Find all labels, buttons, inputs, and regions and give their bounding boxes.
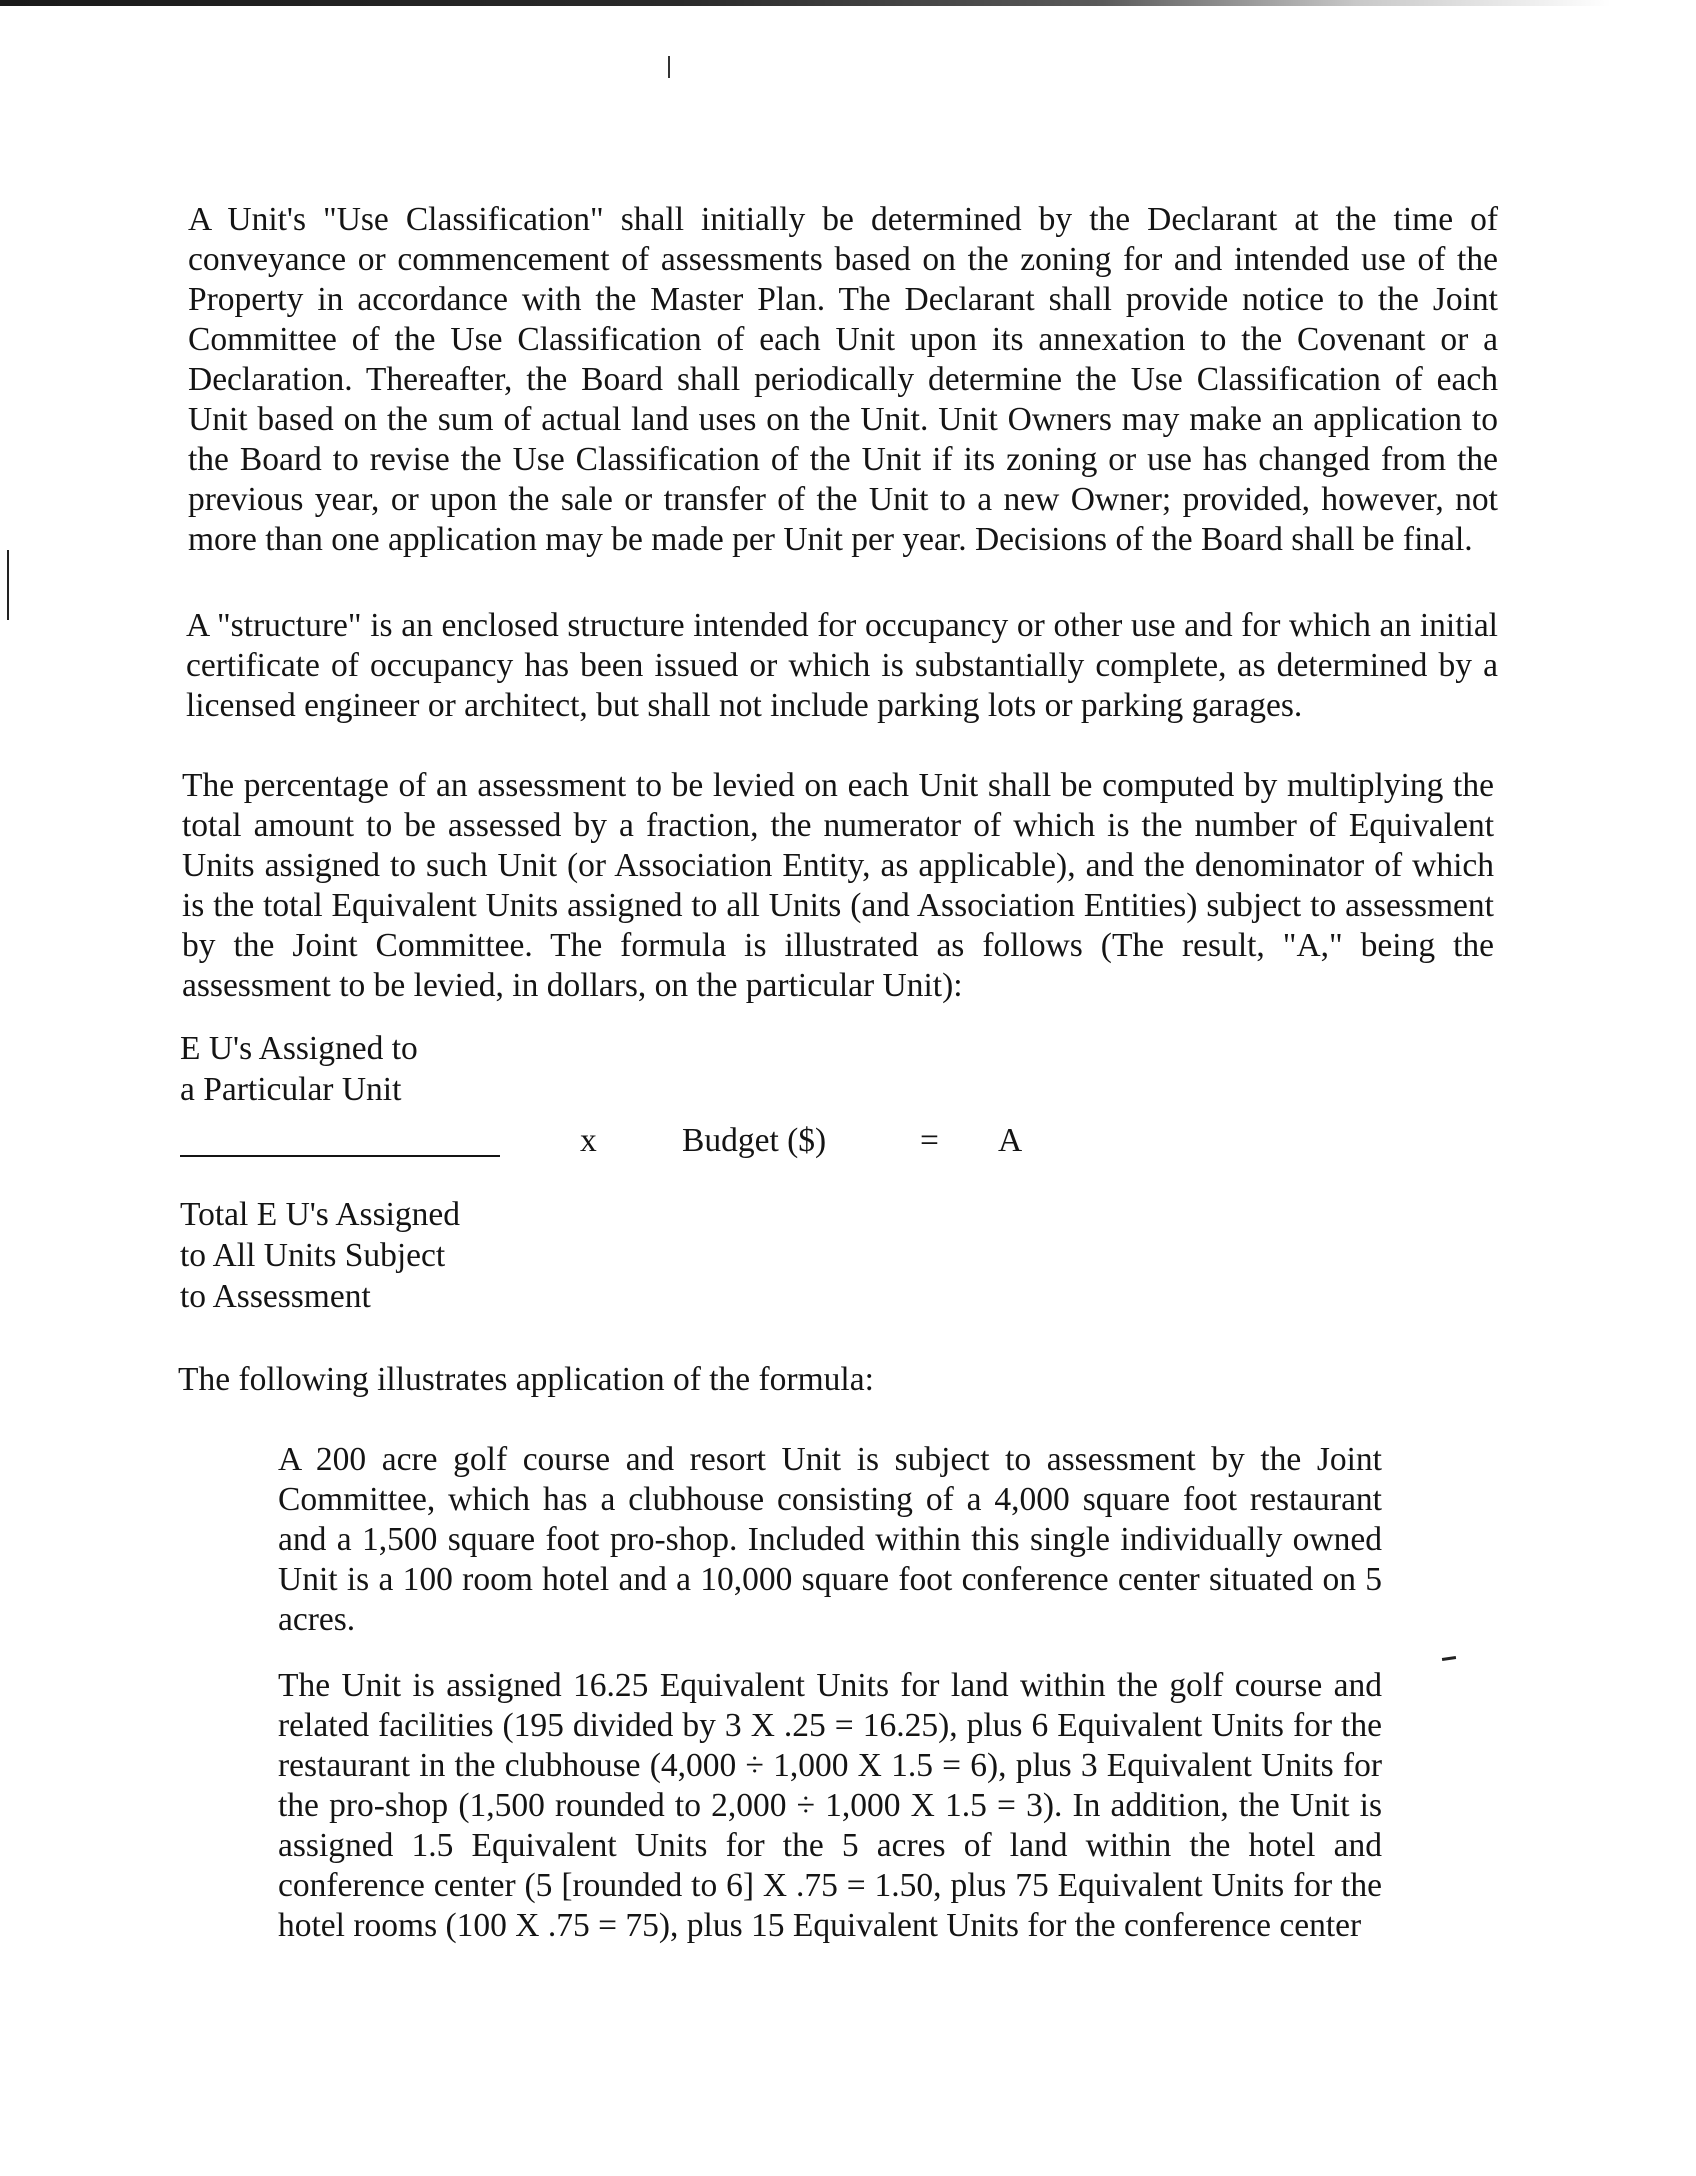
formula-numerator-line: a Particular Unit (180, 1071, 402, 1108)
scan-artifact-tick (668, 56, 670, 78)
formula-equals-operator: = (920, 1122, 939, 1159)
paragraph-use-classification: A Unit's "Use Classification" shall initially be determined by the Declarant at the time of conveyance or commencement of assessments based on the zoning for and intended use of the Property in accordance with the Master Plan. The Declarant shall provide notice to the Joint Committee of the Use Classification of each Unit upon its annexation to the Covenant or a Declaration. Thereafter, the Board shall periodically determine the Use Classification of each Unit based on the sum of actual land uses on the Unit. Unit Owners may make an application to the Board to revise the Use Classification of the Unit if its zoning or use has changed from the previous year, or upon the sale or transfer of the Unit to a new Owner; provided, however, not more than one application may be made per Unit per year. Decisions of the Board shall be final. (188, 201, 1498, 558)
paragraph-example-golf-course: A 200 acre golf course and resort Unit is subject to assessment by the Joint Committee, which has a clubhouse consisting of a 4,000 square foot restaurant and a 1,500 square foot pro-shop. Included within this single individually owned Unit is a 100 room hotel and a 10,000 square foot conference center situated on 5 acres. (278, 1441, 1382, 1638)
paragraph-illustration-intro: The following illustrates application of the formula: (178, 1361, 874, 1398)
formula-result-label: A (998, 1122, 1023, 1159)
paragraph-structure-definition: A "structure" is an enclosed structure intended for occupancy or other use and for which an initial certificate of occupancy has been issued or which is substantially complete, as determined by a licensed engineer or architect, but shall not include parking lots or parking garages. (186, 607, 1498, 724)
scan-artifact-left-mark (7, 550, 9, 620)
formula-numerator-line: E U's Assigned to (180, 1030, 418, 1067)
assessment-formula (178, 1028, 1178, 1368)
formula-numerator (180, 1028, 418, 1110)
formula-multiply-operator: x (580, 1122, 597, 1159)
paragraph-percentage-assessment: The percentage of an assessment to be levied on each Unit shall be computed by multiplying the total amount to be assessed by a fraction, the numerator of which is the number of Equivalent Units assigned to such Unit (or Association Entity, as applicable), and the denominator of which is the total Equivalent Units assigned to all Units (and Association Entities) subject to assessment by the Joint Committee. The formula is illustrated as follows (The result, "A," being the assessment to be levied, in dollars, on the particular Unit): (182, 767, 1494, 1004)
formula-denominator (180, 1194, 460, 1317)
formula-denominator-line: Total E U's Assigned (180, 1196, 461, 1233)
paragraph-example-calculation: The Unit is assigned 16.25 Equivalent Units for land within the golf course and related facilities (195 divided by 3 X .25 = 16.25), plus 6 Equivalent Units for the restaurant in the clubhouse (4,000 ÷ 1,000 X 1.5 = 6), plus 3 Equivalent Units for the pro-shop (1,500 rounded to 2,000 ÷ 1,000 X 1.5 = 3). In addition, the Unit is assigned 1.5 Equivalent Units for the 5 acres of land within the hotel and conference center (5 [rounded to 6] X .75 = 1.50, plus 75 Equivalent Units for the hotel rooms (100 X .75 = 75), plus 15 Equivalent Units for the conference center (278, 1667, 1382, 1944)
formula-budget-label: Budget ($) (682, 1122, 827, 1159)
formula-denominator-line: to All Units Subject (180, 1237, 446, 1274)
scan-artifact-right-mark (1442, 1656, 1456, 1661)
formula-denominator-line: to Assessment (180, 1278, 371, 1315)
scan-top-border (0, 0, 1696, 6)
formula-fraction-bar (180, 1155, 500, 1157)
